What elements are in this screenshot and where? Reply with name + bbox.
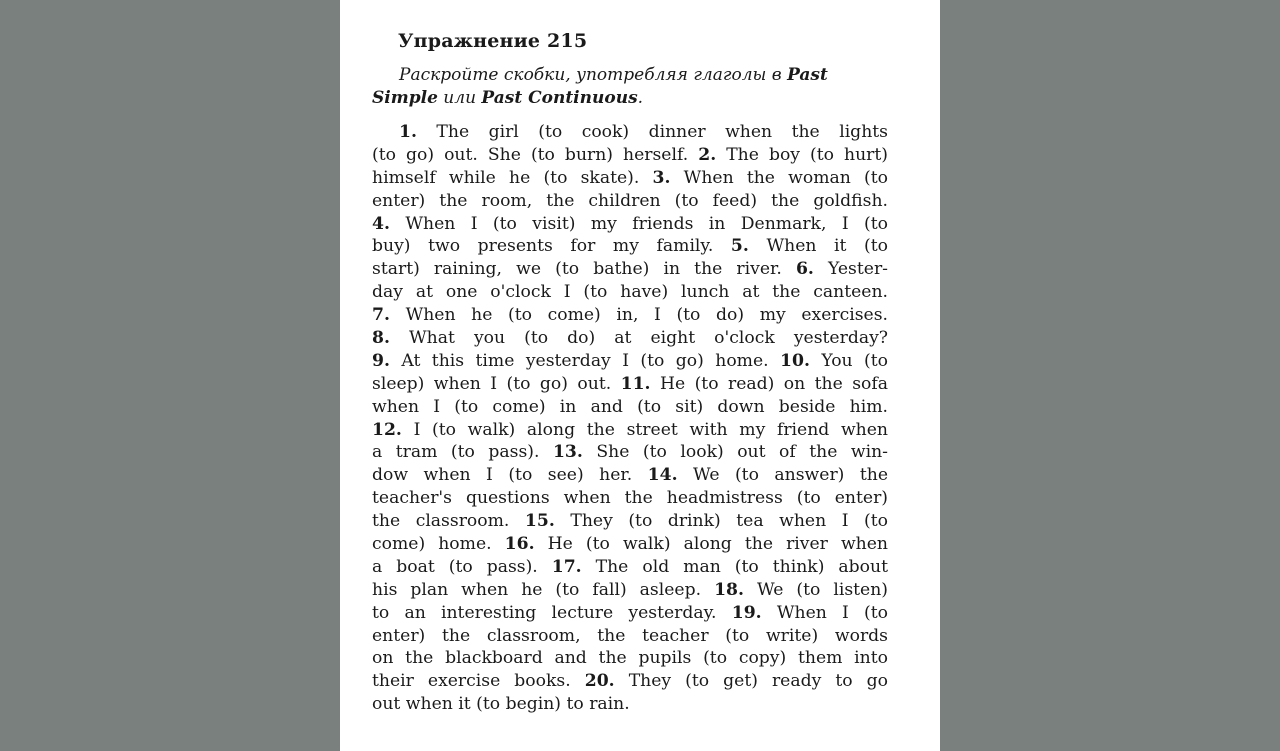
text-line xyxy=(372,373,888,396)
text-line xyxy=(372,533,888,556)
text-line xyxy=(372,327,888,350)
text-line xyxy=(372,350,888,373)
sentence-number: 2. xyxy=(698,144,717,165)
sentence-text: You (to xyxy=(809,350,888,371)
sentence-text: The old man (to think) about xyxy=(581,556,888,577)
sentence-text: start) raining, we (to bathe) in the river. xyxy=(372,259,796,280)
sentence-text: He (to read) on the sofa xyxy=(650,373,888,394)
sentence-text: teacher's questions when the headmistress (to enter) xyxy=(372,488,888,509)
sentence-text: I (to walk) along the street with my friend when xyxy=(401,419,888,440)
sentence-number: 17. xyxy=(551,556,582,577)
text-line xyxy=(372,556,888,579)
text-line xyxy=(372,304,888,327)
sentence-number: 12. xyxy=(372,419,402,440)
sentence-text: (to go) out. She (to burn) herself. xyxy=(372,144,699,165)
sentence-number: 8. xyxy=(372,328,390,349)
sentence-text: We (to listen) xyxy=(743,579,888,600)
sentence-number: 9. xyxy=(372,350,390,371)
text-line xyxy=(372,190,888,213)
text-line xyxy=(372,441,888,464)
sentence-text: He (to walk) along the river when xyxy=(534,534,888,555)
sentence-text: They (to drink) tea when I (to xyxy=(554,511,888,532)
sentence-text: When I (to visit) my friends in Denmark, I (to xyxy=(389,213,888,234)
sentence-text: out when it (to begin) to rain. xyxy=(372,694,630,715)
instruction-tense-1: Past Simple xyxy=(372,65,828,108)
exercise-instruction xyxy=(372,64,892,110)
text-line xyxy=(372,396,888,419)
text-line xyxy=(372,625,888,648)
sentence-text: his plan when he (to fall) asleep. xyxy=(372,579,715,600)
sentence-text: At this time yesterday I (to go) home. xyxy=(389,350,781,371)
sentence-number: 5. xyxy=(730,236,749,257)
sentence-text: When I (to xyxy=(761,602,888,623)
sentence-text: sleep) when I (to go) out. xyxy=(372,373,621,394)
sentence-text: buy) two presents for my family. xyxy=(372,236,731,257)
sentence-text: on the blackboard and the pupils (to copy) them into xyxy=(372,648,888,669)
text-line xyxy=(372,602,888,625)
sentence-text: The boy (to hurt) xyxy=(716,144,888,165)
sentence-number: 11. xyxy=(620,373,651,394)
sentence-number: 19. xyxy=(731,602,762,623)
sentence-number: 6. xyxy=(795,259,814,280)
text-line xyxy=(372,258,888,281)
sentence-number: 14. xyxy=(647,465,678,486)
instruction-tense-2: Past Continuous xyxy=(481,88,638,108)
sentence-number: 3. xyxy=(652,167,671,188)
text-line xyxy=(372,510,888,533)
text-line xyxy=(372,693,888,716)
sentence-number: 15. xyxy=(524,511,555,532)
sentence-text: dow when I (to see) her. xyxy=(372,465,648,486)
text-line xyxy=(372,281,888,304)
sentence-text: They (to get) ready to go xyxy=(614,671,888,692)
text-line xyxy=(372,579,888,602)
sentence-number: 16. xyxy=(504,534,535,555)
sentence-text: to an interesting lecture yesterday. xyxy=(372,602,732,623)
text-line xyxy=(372,464,888,487)
instruction-conjunction: или xyxy=(437,88,482,108)
sentence-number: 1. xyxy=(399,122,417,142)
sentence-text: We (to answer) the xyxy=(677,465,888,486)
sentence-text: When it (to xyxy=(748,236,888,257)
sentence-number: 13. xyxy=(552,442,583,463)
sentence-text: When he (to come) in, I (to do) my exercises. xyxy=(389,305,888,326)
sentence-text: Yester- xyxy=(813,259,888,280)
instruction-period: . xyxy=(637,88,644,108)
text-line xyxy=(372,167,888,190)
sentence-number: 7. xyxy=(372,305,390,326)
sentence-text: What you (to do) at eight o'clock yesterday? xyxy=(389,328,888,349)
sentence-number: 20. xyxy=(584,671,615,692)
instruction-text: Раскройте скобки, употребляя глаголы в xyxy=(399,65,788,85)
sentence-text: day at one o'clock I (to have) lunch at the canteen. xyxy=(372,282,888,303)
text-line xyxy=(372,121,888,144)
exercise-body xyxy=(372,121,888,716)
sentence-text: himself while he (to skate). xyxy=(372,167,653,188)
sentence-number: 18. xyxy=(714,579,744,600)
sentence-number: 10. xyxy=(780,350,810,371)
sentence-text: their exercise books. xyxy=(372,671,585,692)
exercise-title: Упражнение 215 xyxy=(398,30,588,52)
text-line xyxy=(372,647,888,670)
sentence-text: The girl (to cook) dinner when the lights xyxy=(416,122,888,142)
sentence-text: enter) the room, the children (to feed) the goldfish. xyxy=(372,190,888,211)
text-line xyxy=(372,487,888,510)
document-page xyxy=(340,0,940,751)
text-line xyxy=(372,235,888,258)
text-line xyxy=(372,213,888,236)
text-line xyxy=(372,419,888,442)
sentence-text: a boat (to pass). xyxy=(372,556,552,577)
sentence-number: 4. xyxy=(372,213,390,234)
sentence-text: the classroom. xyxy=(372,511,525,532)
text-line xyxy=(372,144,888,167)
sentence-text: when I (to come) in and (to sit) down beside him. xyxy=(372,396,888,417)
sentence-text: When the woman (to xyxy=(670,167,888,188)
sentence-text: She (to look) out of the win- xyxy=(582,442,888,463)
sentence-text: a tram (to pass). xyxy=(372,442,553,463)
text-line xyxy=(372,670,888,693)
sentence-text: enter) the classroom, the teacher (to write) words xyxy=(372,625,888,646)
sentence-text: come) home. xyxy=(372,534,505,555)
